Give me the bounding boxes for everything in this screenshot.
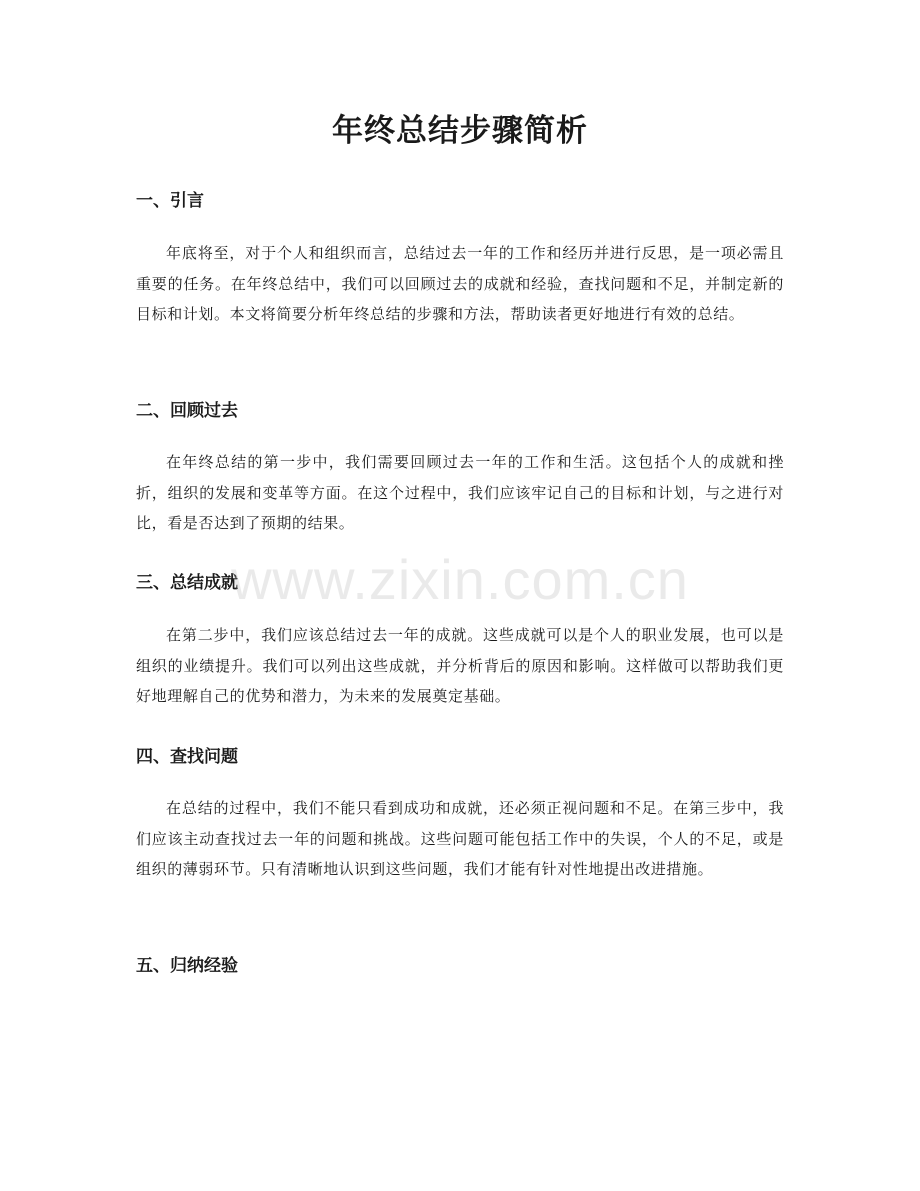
section-body-summarize-achievements: 在第二步中，我们应该总结过去一年的成就。这些成就可以是个人的职业发展，也可以是组织的业绩提升。我们可以列出这些成就，并分析背后的原因和影响。这样做可以帮助我们更好地理解自己的优势和潜力，为未来的发展奠定基础。 (136, 626, 784, 705)
section-body-review-past: 在年终总结的第一步中，我们需要回顾过去一年的工作和生活。这包括个人的成就和挫折，组织的发展和变革等方面。在这个过程中，我们应该牢记自己的目标和计划，与之进行对比，看是否达到了预期的结果。 (136, 453, 784, 532)
watermark-text: www.zixin.com.cn (231, 548, 689, 611)
section-body-find-problems: 在总结的过程中，我们不能只看到成功和成就，还必须正视问题和不足。在第三步中，我们应该主动查找过去一年的问题和挑战。这些问题可能包括工作中的失误，个人的不足，或是组织的薄弱环节。只有清晰地认识到这些问题，我们才能有针对性地提出改进措施。 (136, 799, 784, 878)
section-heading-summarize-achievements: 三、总结成就 (136, 573, 238, 593)
section-heading-introduction: 一、引言 (136, 191, 204, 211)
document-title: 年终总结步骤简析 (332, 113, 588, 149)
section-heading-induce-experience: 五、归纳经验 (136, 956, 238, 976)
section-heading-review-past: 二、回顾过去 (136, 401, 238, 421)
section-body-introduction: 年底将至，对于个人和组织而言，总结过去一年的工作和经历并进行反思，是一项必需且重要的任务。在年终总结中，我们可以回顾过去的成就和经验，查找问题和不足，并制定新的目标和计划。本文将简要分析年终总结的步骤和方法，帮助读者更好地进行有效的总结。 (136, 244, 784, 323)
section-heading-find-problems: 四、查找问题 (136, 747, 238, 767)
